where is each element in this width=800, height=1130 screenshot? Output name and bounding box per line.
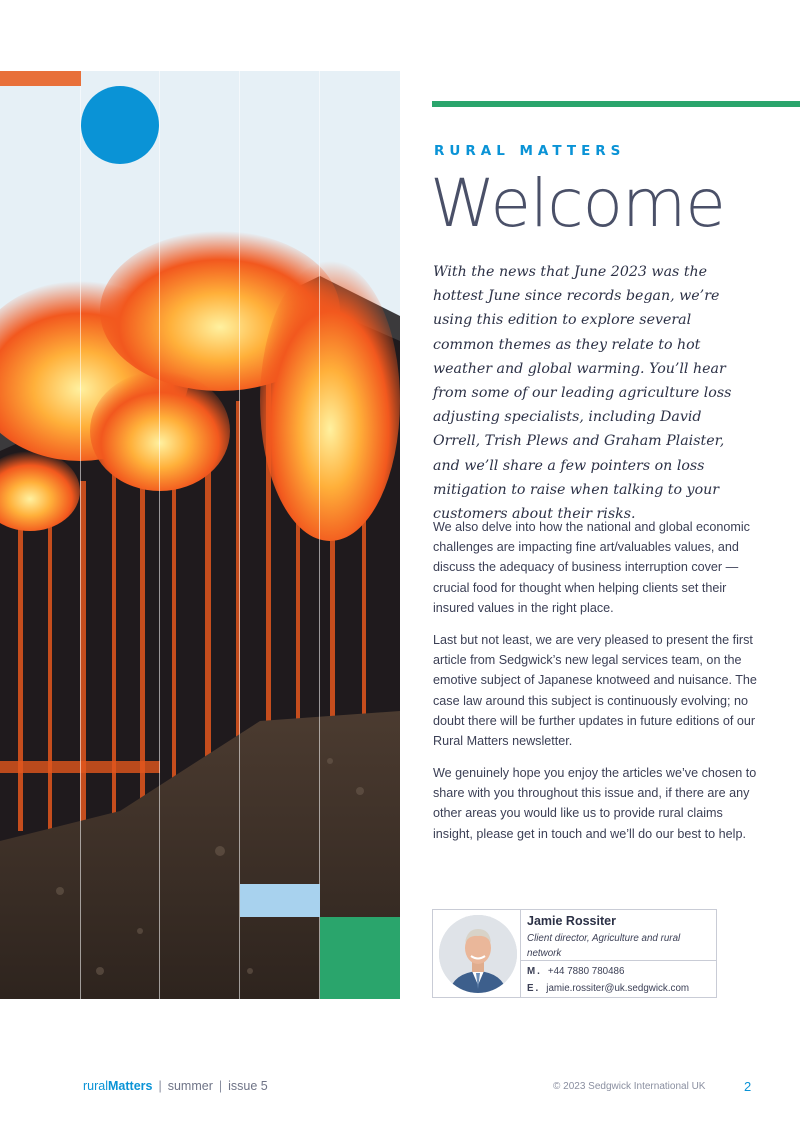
email-label: E. <box>527 983 541 994</box>
avatar <box>439 915 517 993</box>
barn-fire-illustration <box>0 71 400 999</box>
body-paragraph-2: Last but not least, we are very pleased to present the first article from Sedgwick’s new legal services team, on the emotive subject of Japanese knotweed and nuisance. The case law around this subject is continuously evolving; no doubt there will be further updates in future editions of our Rural Matters newsletter. <box>433 633 757 749</box>
footer-issue: issue 5 <box>228 1079 268 1093</box>
phone-label: M. <box>527 966 542 977</box>
contact-card <box>432 909 717 998</box>
contact-phone <box>527 966 624 977</box>
intro-paragraph: With the news that June 2023 was the hottest June since records began, we’re using this edition to explore several common themes as they relate to hot weather and global warming. You’ll hear from some of our leading agriculture loss adjusting specialists, including David Orrell, Trish Plews and Graham Plaister, and we’ll share a few pointers on loss mitigation to raise when talking to your customers about their risks. <box>433 264 732 523</box>
grid-line <box>80 71 81 999</box>
phone-number[interactable]: +44 7880 780486 <box>547 966 625 977</box>
brand-matters: Matters <box>108 1079 153 1093</box>
footer-separator: | <box>158 1079 162 1093</box>
section-kicker: RURAL MATTERS <box>434 143 626 159</box>
footer-separator: | <box>218 1079 223 1093</box>
grid-line <box>239 71 240 999</box>
grid-line <box>319 71 320 999</box>
light-blue-block-decoration <box>240 884 320 917</box>
card-divider <box>520 910 521 997</box>
blue-circle-decoration <box>81 86 159 164</box>
person-portrait-icon <box>439 915 517 993</box>
page-number: 2 <box>744 1079 752 1094</box>
contact-name: Jamie Rossiter <box>527 914 616 928</box>
brand-rural: rural <box>83 1079 109 1093</box>
orange-accent-bar <box>0 71 81 86</box>
footer-season: summer <box>167 1079 213 1093</box>
page-title: Welcome <box>430 165 725 242</box>
contact-email <box>527 983 689 994</box>
green-header-rule <box>432 101 800 107</box>
body-paragraph-3: We genuinely hope you enjoy the articles we’ve chosen to share with you throughout this issue and, if there are any other areas you would like us to provide rural claims insight, please get in touch and we’ll do our best to help. <box>433 766 757 841</box>
burning-barn-photo <box>0 71 400 999</box>
green-block-decoration <box>320 917 400 999</box>
footer-copyright: © 2023 Sedgwick International UK <box>553 1081 706 1092</box>
grid-line <box>159 71 160 999</box>
body-paragraph-1: We also delve into how the national and global economic challenges are impacting fine art/valuables values, and discuss the adequacy of business interruption cover — crucial food for thought when helping clients set their insured values in the right place. <box>433 520 750 615</box>
footer-publication <box>83 1079 268 1093</box>
email-link[interactable]: jamie.rossiter@uk.sedgwick.com <box>546 983 690 994</box>
contact-role: Client director, Agriculture and rural network <box>527 933 681 959</box>
